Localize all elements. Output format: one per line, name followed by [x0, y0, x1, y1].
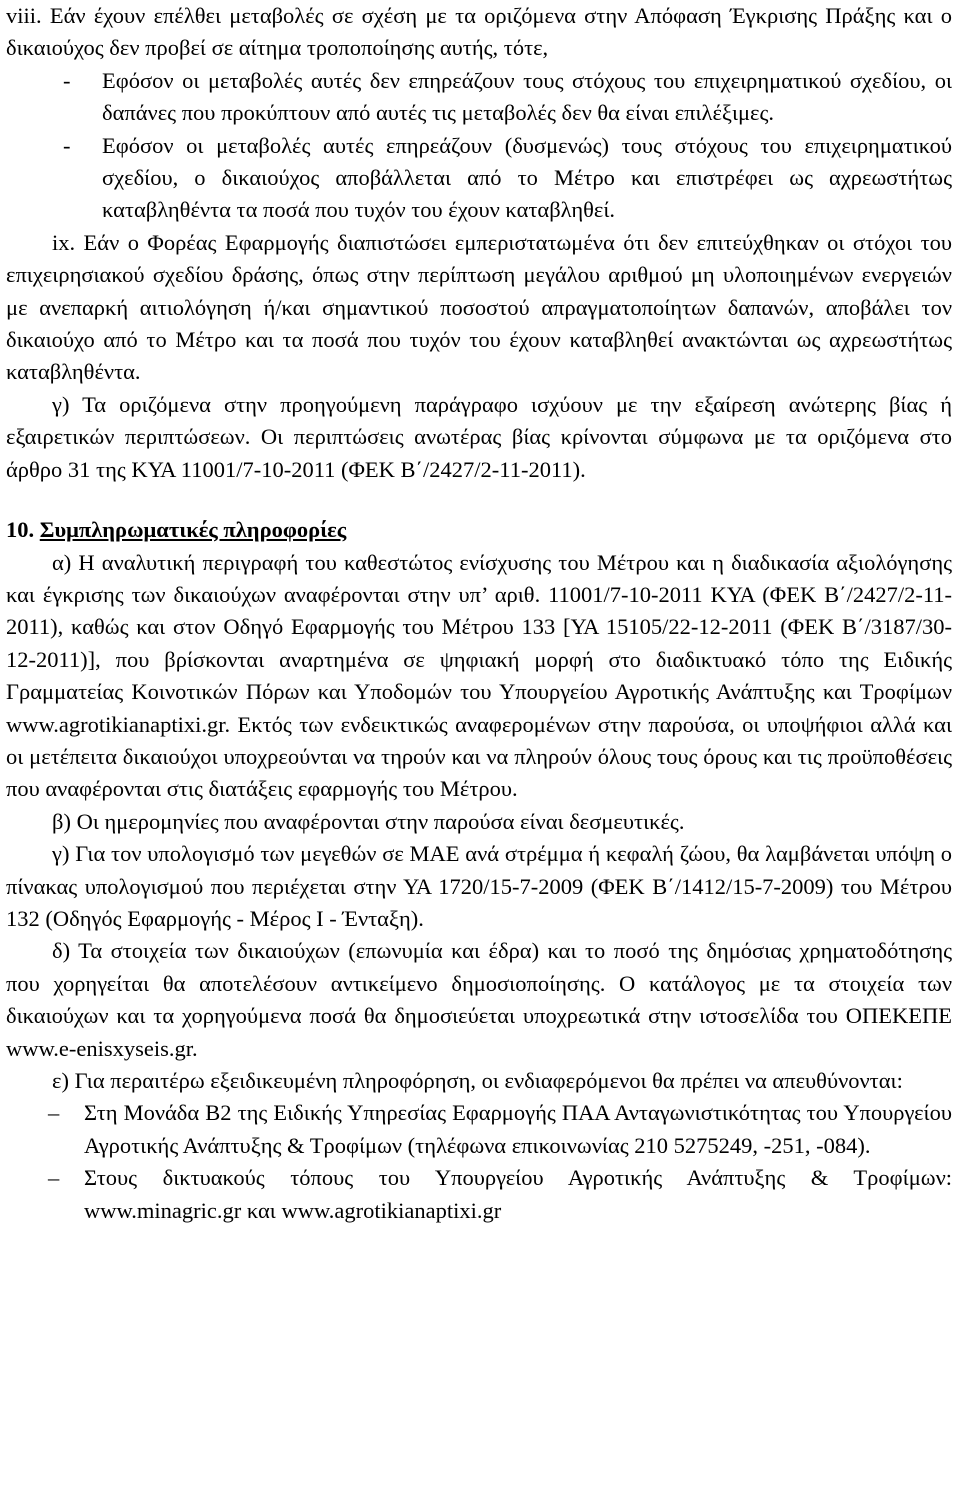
contact-list-item-text: Στους δικτυακούς τόπους του Υπουργείου Αγροτικής Ανάπτυξης & Τροφίμων: www.minagric.gr και www.agrotikianaptixi.gr [84, 1165, 952, 1223]
paragraph-gamma: γ) Για τον υπολογισμό των μεγεθών σε ΜΑΕ ανά στρέμμα ή κεφαλή ζώου, θα λαμβάνεται υπόψη ο πίνακας υπολογισμού που περιέχεται στην ΥΑ 1720/15-7-2009 (ΦΕΚ Β΄/1412/15-7-2009) του Μέτρου 132 (Οδηγός Εφαρμογής - Μέρος Ι - Ένταξη). [6, 841, 952, 931]
dash-bullet: – [48, 1100, 60, 1126]
item-viii-subitem-2 [6, 130, 952, 227]
section-title: Συμπληρωματικές πληροφορίες [39, 517, 347, 543]
paragraph-alpha: α) Η αναλυτική περιγραφή του καθεστώτος ενίσχυσης του Μέτρου και η διαδικασία αξιολόγησης και έγκρισης των δικαιούχων αναφέρονται στην υπ’ αριθ. 11001/7-10-2011 ΚΥΑ (ΦΕΚ Β΄/2427/2-11-2011), καθώς και στον Οδηγό Εφαρμογής του Μέτρου 133 [ΥΑ 15105/22-12-2011 (ΦΕΚ Β΄/3187/30-12-2011)], που βρίσκονται αναρτημένα σε ψηφιακή μορφή στο διαδικτυακό τόπο της Ειδικής Γραμματείας Κοινοτικών Πόρων και Υποδομών του Υπουργείου Αγροτικής Ανάπτυξης και Τροφίμων www.agrotikianaptixi.gr. Εκτός των ενδεικτικώς αναφερομένων στην παρούσα, οι υποψήφιοι αλλά και οι μετέπειτα δικαιούχοι υποχρεούνται να τηρούν και να πληρούν όλους τους όρους και τις προϋποθέσεις που αναφέρονται στις διατάξεις εφαρμογής του Μέτρου. [6, 549, 952, 802]
dash-bullet: – [48, 1165, 60, 1191]
item-viii-subitem-2-text: Εφόσον οι μεταβολές αυτές επηρεάζουν (δυσμενώς) τους στόχους του επιχειρηματικού σχεδίου, ο δικαιούχος αποβάλλεται από το Μέτρο και επιστρέφει ως αχρεωστήτως καταβληθέντα τα ποσά που τυχόν του έχουν καταβληθεί. [102, 132, 952, 223]
dash-bullet: - [63, 67, 71, 93]
dash-bullet: - [63, 132, 71, 158]
item-viii-subitem-1 [6, 65, 952, 130]
paragraph-delta: δ) Τα στοιχεία των δικαιούχων (επωνυμία και έδρα) και το ποσό της δημόσιας χρηματοδότησης που χορηγείται θα αποτελέσουν αντικείμενο δημοσιοποίησης. Ο κατάλογος με τα στοιχεία των δικαιούχων και τα χορηγούμενα ποσά θα δημοσιεύεται υποχρεωτικά στην ιστοσελίδα του ΟΠΕΚΕΠΕ www.e-enisxyseis.gr. [6, 938, 952, 1061]
paragraph-epsilon: ε) Για περαιτέρω εξειδικευμένη πληροφόρηση, οι ενδιαφερόμενοι θα πρέπει να απευθύνονται: [52, 1068, 903, 1093]
item-viii-subitem-1-text: Εφόσον οι μεταβολές αυτές δεν επηρεάζουν τους στόχους του επιχειρηματικού σχεδίου, οι δαπάνες που προκύπτουν από αυτές τις μεταβολές δεν θα είναι επιλέξιμες. [102, 67, 952, 126]
paragraph-beta: β) Οι ημερομηνίες που αναφέρονται στην παρούσα είναι δεσμευτικές. [52, 808, 685, 834]
section-heading [6, 514, 952, 546]
contact-list-item-text: Στη Μονάδα Β2 της Ειδικής Υπηρεσίας Εφαρμογής ΠΑΑ Ανταγωνιστικότητας του Υπουργείου Αγροτικής Ανάπτυξης & Τροφίμων (τηλέφωνα επικοινωνίας 210 5275249, -251, -084). [84, 1100, 952, 1158]
paragraph-gamma-force-majeure: γ) Τα οριζόμενα στην προηγούμενη παράγραφο ισχύουν με την εξαίρεση ανώτερης βίας ή εξαιρετικών περιπτώσεων. Οι περιπτώσεις ανωτέρας βίας κρίνονται σύμφωνα με τα οριζόμενα στο άρθρο 31 της ΚΥΑ 11001/7-10-2011 (ΦΕΚ Β΄/2427/2-11-2011). [6, 391, 952, 482]
contact-list-item [6, 1097, 952, 1162]
item-ix: ix. Εάν ο Φορέας Εφαρμογής διαπιστώσει εμπεριστατωμένα ότι δεν επιτεύχθηκαν οι στόχοι του επιχειρησιακού σχεδίου δράσης, όπως στην περίπτωση μεγάλου αριθμού μη υλοποιημένων ενεργειών με ανεπαρκή αιτιολόγηση ή/και σημαντικού ποσοστού απραγματοποίητων δαπανών, αποβάλει τον δικαιούχο από το Μέτρο και τα ποσά που τυχόν του έχουν καταβληθεί ανακτώνται ως αχρεωστήτως καταβληθέντα. [6, 229, 952, 385]
section-number: 10. [6, 517, 35, 543]
contact-list-item [6, 1162, 952, 1227]
item-viii: viii. Εάν έχουν επέλθει μεταβολές σε σχέση με τα οριζόμενα στην Απόφαση Έγκρισης Πράξης και ο δικαιούχος δεν προβεί σε αίτημα τροποποίησης αυτής, τότε, [6, 3, 952, 61]
